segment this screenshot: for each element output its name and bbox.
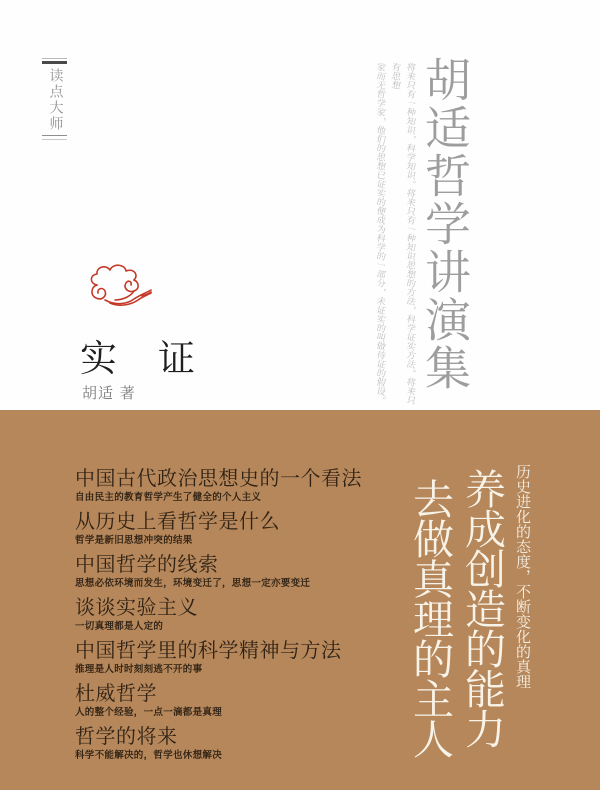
chapter-subtitle: 哲学是新旧思想冲突的结果	[75, 535, 193, 546]
chapter-subtitle: 一切真理都是人定的	[75, 621, 164, 632]
chapter-list	[75, 466, 395, 767]
chapter-title: 中国哲学里的科学精神与方法	[75, 638, 342, 662]
chapter-title: 谈谈实验主义	[75, 595, 198, 619]
chapter-item	[75, 552, 395, 595]
chapter-item	[75, 724, 395, 767]
slogan-small: 历史进化的态度，不断变化的真理	[514, 464, 532, 689]
imprint-badge	[42, 58, 68, 140]
chapter-item	[75, 595, 395, 638]
series-title: 实 证	[80, 337, 197, 380]
chapter-title: 从历史上看哲学是什么	[75, 509, 280, 533]
imprint-label: 读点大师	[47, 68, 64, 132]
chapter-title: 中国哲学的线索	[75, 552, 219, 576]
chapter-item	[75, 638, 395, 681]
slogan-large-line-2: 去做真理的主人	[406, 478, 454, 758]
author-byline: 胡适 著	[82, 384, 136, 402]
cover-quote	[372, 62, 417, 407]
quote-column-1: 将来只有一种知识，科学知识。将来只有一种知识思想的方法，科学证实方法。将来只有思想	[389, 61, 416, 406]
imprint-top-rule-thin	[42, 58, 67, 59]
chapter-title: 中国古代政治思想史的一个看法	[75, 466, 362, 490]
imprint-top-rule-thick	[42, 61, 67, 64]
imprint-bottom-rule-1	[42, 135, 67, 136]
chapter-title: 杜威哲学	[75, 681, 157, 705]
chapter-item	[75, 466, 395, 509]
chapter-subtitle: 人的整个经验，一点一滴都是真理	[75, 707, 223, 718]
auspicious-cloud-icon	[84, 262, 152, 318]
chapter-item	[75, 509, 395, 552]
book-title: 胡适哲学讲演集	[418, 56, 472, 392]
chapter-subtitle: 推理是人时时刻刻逃不开的事	[75, 664, 203, 675]
slogan-large	[404, 468, 508, 768]
slogan-large-line-1: 养成创造的能力	[458, 468, 506, 748]
chapter-title: 哲学的将来	[75, 724, 178, 748]
chapter-subtitle: 思想必依环境而发生，环境变迁了，思想一定亦要变迁	[75, 578, 311, 589]
chapter-subtitle: 科学不能解决的，哲学也休想解决	[75, 750, 223, 761]
quote-column-2: 家而无哲学家，他们的思想已证实的便成为科学的一部分，未证实的叫做待证的假设。	[374, 61, 386, 406]
chapter-subtitle: 自由民主的教育哲学产生了健全的个人主义	[75, 492, 262, 503]
chapter-item	[75, 681, 395, 724]
imprint-bottom-rule-2	[42, 139, 67, 140]
